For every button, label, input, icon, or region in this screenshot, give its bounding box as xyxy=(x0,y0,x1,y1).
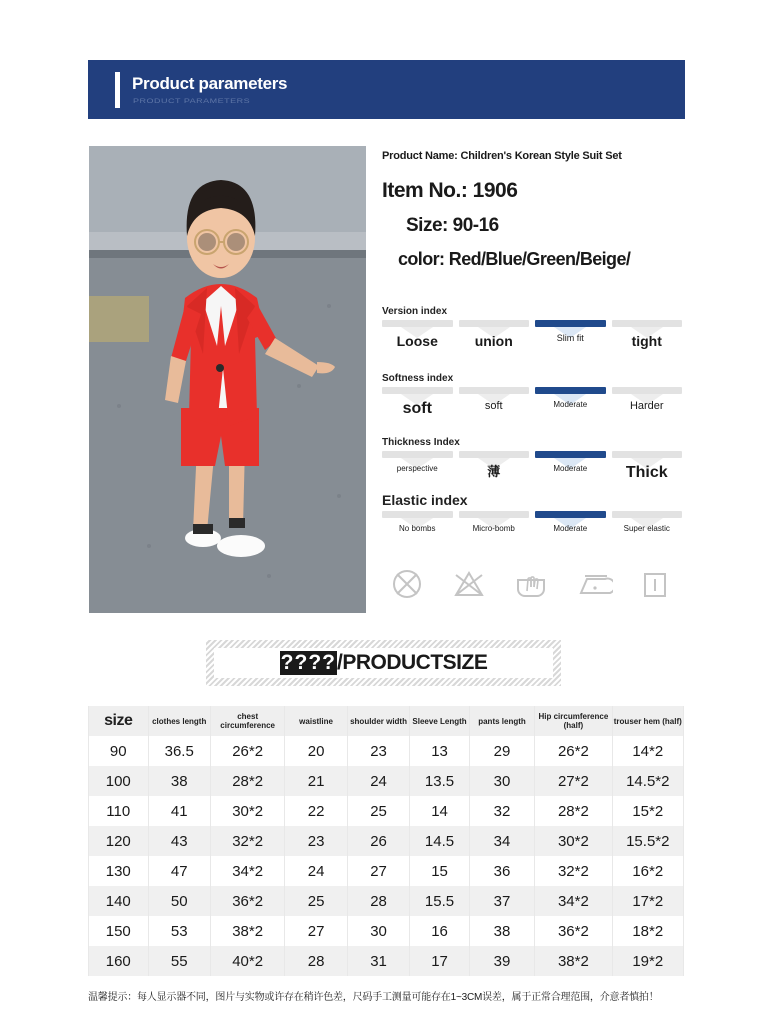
drip-dry-icon xyxy=(640,567,670,601)
measure-cell: 15.5 xyxy=(410,886,470,916)
table-header-cell: pants length xyxy=(469,706,534,736)
do-not-dryclean-icon xyxy=(390,567,424,601)
measure-cell: 34 xyxy=(469,826,534,856)
index-bar xyxy=(612,320,683,327)
measure-cell: 39 xyxy=(469,946,534,976)
measure-cell: 16 xyxy=(410,916,470,946)
index-option-label: union xyxy=(474,333,513,349)
index-option-selected[interactable] xyxy=(535,320,606,349)
index-label: Thickness Index xyxy=(382,437,460,448)
size-cell: 160 xyxy=(89,946,149,976)
productsize-label: /PRODUCTSIZE xyxy=(336,651,488,674)
index-option-label: Thick xyxy=(625,464,668,481)
banner-subtitle: PRODUCT PARAMETERS xyxy=(133,97,251,105)
size-cell: 110 xyxy=(89,796,149,826)
index-options-row xyxy=(382,320,682,349)
banner-title: Product parameters xyxy=(132,74,288,93)
index-label: Elastic index xyxy=(382,492,468,508)
index-options-row xyxy=(382,451,682,482)
index-option-selected[interactable] xyxy=(535,387,606,418)
measurement-disclaimer: 温馨提示：每人显示器不同，图片与实物或许存在稍许色差，尺码手工测量可能存在1~3CM误差，属于正常合理范围，介意者慎拍！ xyxy=(88,992,659,1003)
item-number: Item No.: 1906 xyxy=(382,179,518,202)
measure-cell: 15.5*2 xyxy=(612,826,683,856)
size-cell: 90 xyxy=(89,736,149,766)
measure-cell: 27 xyxy=(347,856,409,886)
table-row xyxy=(89,796,684,826)
measure-cell: 16*2 xyxy=(612,856,683,886)
banner-accent-bar xyxy=(115,72,120,108)
measure-cell: 21 xyxy=(285,766,347,796)
measure-cell: 29 xyxy=(469,736,534,766)
measure-cell: 36 xyxy=(469,856,534,886)
index-option[interactable] xyxy=(612,511,683,533)
measure-cell: 28*2 xyxy=(535,796,612,826)
table-row xyxy=(89,826,684,856)
product-colors: color: Red/Blue/Green/Beige/ xyxy=(398,249,631,269)
table-header-cell: Hip circumference (half) xyxy=(535,706,612,736)
measure-cell: 34*2 xyxy=(535,886,612,916)
measure-cell: 26*2 xyxy=(535,736,612,766)
measure-cell: 24 xyxy=(347,766,409,796)
index-options-row xyxy=(382,387,682,418)
table-row xyxy=(89,856,684,886)
index-option-label: Moderate xyxy=(553,400,588,409)
measure-cell: 27 xyxy=(285,916,347,946)
measure-cell: 23 xyxy=(285,826,347,856)
index-bar xyxy=(535,511,606,518)
index-option-label: Harder xyxy=(629,400,664,412)
measure-cell: 24 xyxy=(285,856,347,886)
index-options-row xyxy=(382,511,682,533)
index-label: Softness index xyxy=(382,373,454,384)
table-header-cell: waistline xyxy=(285,706,347,736)
measure-cell: 38 xyxy=(469,916,534,946)
index-bar xyxy=(612,387,683,394)
measure-cell: 30 xyxy=(469,766,534,796)
index-option-label: perspective xyxy=(396,464,438,473)
measure-cell: 32 xyxy=(469,796,534,826)
size-cell: 140 xyxy=(89,886,149,916)
measure-cell: 27*2 xyxy=(535,766,612,796)
measure-cell: 15 xyxy=(410,856,470,886)
table-header-cell: chest circumference xyxy=(210,706,284,736)
index-option-selected[interactable] xyxy=(535,451,606,482)
measure-cell: 26*2 xyxy=(210,736,284,766)
measure-cell: 23 xyxy=(347,736,409,766)
product-info xyxy=(382,150,687,270)
index-option-label: Super elastic xyxy=(623,524,670,533)
index-option[interactable] xyxy=(382,451,453,482)
measure-cell: 14.5*2 xyxy=(612,766,683,796)
index-bar xyxy=(382,387,453,394)
index-bar xyxy=(612,451,683,458)
measure-cell: 32*2 xyxy=(210,826,284,856)
measure-cell: 38*2 xyxy=(535,946,612,976)
table-header-cell: Sleeve Length xyxy=(410,706,470,736)
measure-cell: 15*2 xyxy=(612,796,683,826)
hand-wash-icon xyxy=(514,567,548,601)
index-bar xyxy=(535,320,606,327)
index-bar xyxy=(459,451,530,458)
index-group-3 xyxy=(382,492,682,533)
index-option[interactable] xyxy=(459,320,530,349)
measure-cell: 22 xyxy=(285,796,347,826)
measure-cell: 36*2 xyxy=(535,916,612,946)
measure-cell: 53 xyxy=(148,916,210,946)
measure-cell: 28*2 xyxy=(210,766,284,796)
index-option-label: No bombs xyxy=(399,524,436,533)
index-option-label: 薄 xyxy=(487,464,501,479)
table-row xyxy=(89,916,684,946)
measure-cell: 19*2 xyxy=(612,946,683,976)
measure-cell: 31 xyxy=(347,946,409,976)
index-option[interactable] xyxy=(459,451,530,482)
measure-cell: 41 xyxy=(148,796,210,826)
index-bar xyxy=(459,387,530,394)
measure-cell: 28 xyxy=(347,886,409,916)
measure-cell: 30*2 xyxy=(210,796,284,826)
measure-cell: 34*2 xyxy=(210,856,284,886)
measure-cell: 30*2 xyxy=(535,826,612,856)
index-option-label: Micro-bomb xyxy=(472,524,515,533)
table-row xyxy=(89,766,684,796)
product-photo xyxy=(89,146,366,613)
table-header-row xyxy=(89,706,684,736)
index-bar xyxy=(459,511,530,518)
measure-cell: 32*2 xyxy=(535,856,612,886)
measure-cell: 17 xyxy=(410,946,470,976)
measure-cell: 37 xyxy=(469,886,534,916)
missing-glyph-text: ???? xyxy=(280,651,336,674)
index-bar xyxy=(382,511,453,518)
table-header-cell: clothes length xyxy=(148,706,210,736)
size-cell: 100 xyxy=(89,766,149,796)
index-bar xyxy=(459,320,530,327)
index-bar xyxy=(535,451,606,458)
care-symbols xyxy=(390,567,670,601)
product-parameters-banner xyxy=(88,60,685,119)
measure-cell: 18*2 xyxy=(612,916,683,946)
measure-cell: 13.5 xyxy=(410,766,470,796)
index-option-label: Slim fit xyxy=(556,333,584,343)
index-option[interactable] xyxy=(612,451,683,482)
index-option-selected[interactable] xyxy=(535,511,606,533)
measure-cell: 36.5 xyxy=(148,736,210,766)
index-option[interactable] xyxy=(382,387,453,418)
measure-cell: 43 xyxy=(148,826,210,856)
productsize-banner xyxy=(206,640,561,686)
size-chart-table xyxy=(88,706,684,976)
measure-cell: 28 xyxy=(285,946,347,976)
index-option[interactable] xyxy=(612,320,683,349)
measure-cell: 36*2 xyxy=(210,886,284,916)
measure-cell: 50 xyxy=(148,886,210,916)
index-group-0 xyxy=(382,306,682,349)
index-group-1 xyxy=(382,373,682,418)
iron-low-heat-icon xyxy=(575,567,613,601)
measure-cell: 55 xyxy=(148,946,210,976)
table-row xyxy=(89,736,684,766)
product-size-range: Size: 90-16 xyxy=(406,215,499,236)
measure-cell: 30 xyxy=(347,916,409,946)
measure-cell: 17*2 xyxy=(612,886,683,916)
index-option-label: tight xyxy=(631,333,662,349)
measure-cell: 40*2 xyxy=(210,946,284,976)
measure-cell: 25 xyxy=(347,796,409,826)
index-option-label: soft xyxy=(402,400,432,417)
productsize-title xyxy=(280,651,488,675)
measure-cell: 13 xyxy=(410,736,470,766)
index-option[interactable] xyxy=(459,511,530,533)
measure-cell: 14 xyxy=(410,796,470,826)
measure-cell: 14*2 xyxy=(612,736,683,766)
index-option-label: Moderate xyxy=(553,524,588,533)
table-header-cell: shoulder width xyxy=(347,706,409,736)
index-option-label: Loose xyxy=(396,333,438,349)
measure-cell: 25 xyxy=(285,886,347,916)
measure-cell: 47 xyxy=(148,856,210,886)
measure-cell: 14.5 xyxy=(410,826,470,856)
do-not-bleach-icon xyxy=(451,567,487,601)
product-name: Product Name: Children's Korean Style Suit Set xyxy=(382,150,622,162)
index-bar xyxy=(535,387,606,394)
index-group-2 xyxy=(382,437,682,482)
index-option[interactable] xyxy=(459,387,530,418)
size-cell: 150 xyxy=(89,916,149,946)
measure-cell: 26 xyxy=(347,826,409,856)
index-option[interactable] xyxy=(382,511,453,533)
measure-cell: 38 xyxy=(148,766,210,796)
table-row xyxy=(89,946,684,976)
index-option-label: Moderate xyxy=(553,464,588,473)
index-option[interactable] xyxy=(612,387,683,418)
table-row xyxy=(89,886,684,916)
measure-cell: 20 xyxy=(285,736,347,766)
index-label: Version index xyxy=(382,306,448,317)
index-option[interactable] xyxy=(382,320,453,349)
table-header-cell: trouser hem (half) xyxy=(612,706,683,736)
size-cell: 130 xyxy=(89,856,149,886)
index-bar xyxy=(382,320,453,327)
table-header-cell: size xyxy=(89,706,149,736)
measure-cell: 38*2 xyxy=(210,916,284,946)
index-bar xyxy=(612,511,683,518)
index-bar xyxy=(382,451,453,458)
index-option-label: soft xyxy=(484,400,503,412)
size-cell: 120 xyxy=(89,826,149,856)
